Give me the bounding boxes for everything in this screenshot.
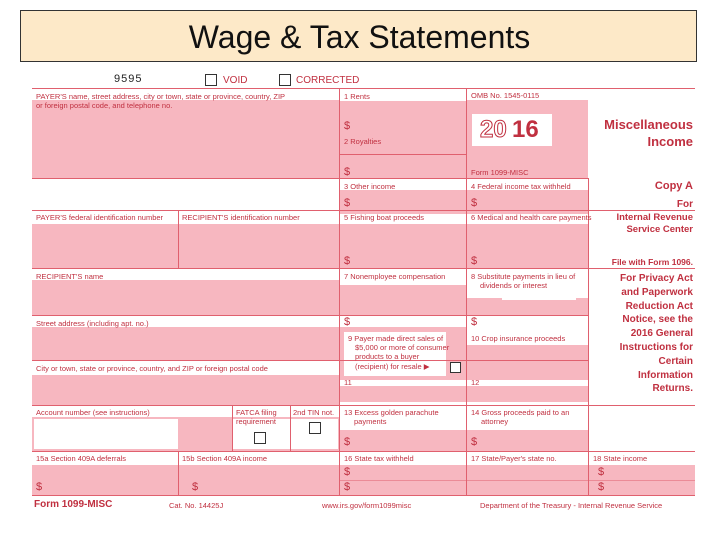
street-address-field[interactable] [32, 327, 339, 360]
box11-field[interactable] [340, 386, 466, 402]
box3-label: 3 Other income [344, 182, 396, 191]
box15b-label: 15b Section 409A income [182, 454, 268, 463]
box12-label: 12 [471, 378, 480, 387]
file-with-label: File with Form 1096. [611, 257, 693, 267]
account-label: Account number (see instructions) [36, 408, 150, 417]
privacy-line: and Paperwork [621, 286, 693, 298]
privacy-line: Returns. [652, 383, 693, 395]
account-label-bg [34, 419, 178, 449]
box3-dollar: $ [344, 197, 351, 209]
box7-dollar: $ [344, 316, 351, 328]
payer-id-label: PAYER'S federal identification number [36, 213, 164, 222]
corrected-checkbox[interactable] [279, 74, 291, 86]
rule [32, 360, 589, 361]
void-label: VOID [223, 75, 248, 86]
rule [339, 88, 340, 495]
box14-label-2: attorney [481, 417, 509, 426]
rule [32, 268, 695, 269]
box2-dollar: $ [344, 166, 351, 178]
box18-dollar-1: $ [598, 466, 605, 478]
box4-dollar: $ [471, 197, 478, 209]
box15a-dollar: $ [36, 481, 43, 493]
recipient-id-label: RECIPIENT'S identification number [182, 213, 300, 222]
city-label: City or town, state or province, country, and ZIP or foreign postal code [36, 364, 268, 373]
city-field[interactable] [32, 375, 339, 405]
privacy-line: Instructions for [619, 341, 693, 353]
privacy-line: Certain [658, 355, 693, 367]
box15-fields[interactable] [32, 465, 339, 495]
box13-dollar: $ [344, 436, 351, 448]
privacy-line: For Privacy Act [620, 273, 693, 284]
box16-dollar-2: $ [344, 481, 351, 493]
rule [178, 451, 179, 495]
identification-field[interactable] [32, 224, 339, 268]
cat-number: Cat. No. 14425J [169, 501, 224, 510]
fatca-checkbox[interactable] [254, 432, 266, 444]
box8-substitute-field[interactable] [467, 298, 588, 315]
street-label: Street address (including apt. no.) [36, 319, 149, 328]
box14-label-1: 14 Gross proceeds paid to an [471, 408, 570, 417]
footer-form-name: Form 1099-MISC [34, 499, 113, 510]
heading-line-2: Income [647, 134, 693, 149]
box5-fishing-field[interactable] [340, 224, 466, 268]
corrected-label: CORRECTED [296, 75, 360, 86]
box11-label: 11 [344, 378, 352, 387]
rule [32, 315, 589, 316]
box5-dollar: $ [344, 255, 351, 267]
box10-crop-field[interactable] [467, 345, 588, 380]
rule [290, 405, 291, 451]
payer-name-field[interactable] [32, 100, 339, 178]
box15b-dollar: $ [192, 481, 199, 493]
privacy-line: Notice, see the [622, 314, 693, 326]
fatca-label-2: requirement [236, 417, 277, 426]
privacy-line: Information [638, 369, 693, 381]
box8-label-2: dividends or interest [480, 281, 548, 290]
box6-medical-field[interactable] [467, 224, 588, 268]
rule [32, 451, 695, 452]
department-label: Department of the Treasury - Internal Revenue Service [480, 501, 663, 510]
form-name-small: Form 1099-MISC [471, 168, 529, 177]
tin-not-label: 2nd TIN not. [293, 408, 335, 417]
form-code: 9595 [114, 73, 143, 85]
box13-label-1: 13 Excess golden parachute [344, 408, 439, 417]
box1-rents-field[interactable] [340, 101, 466, 154]
copy-a-label: Copy A [654, 180, 693, 192]
heading-line-1: Miscellaneous [604, 117, 693, 132]
privacy-line: Reduction Act [625, 300, 693, 312]
box1-dollar: $ [344, 120, 351, 132]
box5-label: 5 Fishing boat proceeds [344, 213, 425, 222]
payer-label: PAYER'S name, street address, city or town, state or province, country, ZIP [36, 92, 286, 101]
rule [232, 405, 233, 451]
recipient-name-label: RECIPIENT'S name [36, 272, 104, 281]
box9-label-4: (recipient) for resale ▶ [355, 362, 430, 371]
box14-field[interactable] [467, 430, 588, 451]
irs-url: www.irs.gov/form1099misc [322, 501, 412, 510]
box15a-label: 15a Section 409A deferrals [36, 454, 127, 463]
rule [340, 480, 695, 481]
box18-label: 18 State income [593, 454, 648, 463]
irs-line-2: Service Center [626, 224, 693, 235]
box8-label-1: 8 Substitute payments in lieu of [471, 272, 576, 281]
box6-dollar: $ [471, 255, 478, 267]
box13-label-2: payments [354, 417, 387, 426]
box18-dollar-2: $ [598, 481, 605, 493]
box17-label: 17 State/Payer's state no. [471, 454, 557, 463]
box14-dollar: $ [471, 436, 478, 448]
fatca-label-1: FATCA filing [236, 408, 277, 417]
irs-line-1: Internal Revenue [616, 212, 693, 223]
recipient-name-field[interactable] [32, 280, 339, 315]
tin-checkbox[interactable] [309, 422, 321, 434]
rule [32, 495, 695, 496]
year-suffix: 16 [512, 116, 539, 143]
page-title: Wage & Tax Statements [188, 19, 531, 55]
year-prefix: 20 [480, 116, 507, 143]
box13-field[interactable] [340, 430, 466, 451]
form-1099-misc [32, 70, 695, 515]
rule [588, 178, 589, 495]
box2-royalties-field[interactable] [340, 155, 466, 178]
box16-label: 16 State tax withheld [344, 454, 414, 463]
rule [32, 405, 695, 406]
rule [466, 88, 467, 495]
box9-label-3: products to a buyer [355, 352, 420, 361]
box12-field[interactable] [467, 386, 588, 402]
rule [178, 210, 179, 268]
rule [32, 178, 589, 179]
rule [32, 210, 695, 211]
box9-checkbox[interactable] [450, 362, 461, 373]
box4-label: 4 Federal income tax withheld [471, 182, 571, 191]
omb-number: OMB No. 1545-0115 [471, 91, 540, 100]
box1-label: 1 Rents [344, 92, 370, 101]
for-label: For [676, 199, 693, 210]
box10-label: 10 Crop insurance proceeds [471, 334, 566, 343]
privacy-notice [592, 272, 693, 396]
box16-dollar-1: $ [344, 466, 351, 478]
rule-top [32, 88, 695, 89]
title-bar [20, 10, 697, 62]
box7-label: 7 Nonemployee compensation [344, 272, 446, 281]
box2-label: 2 Royalties [344, 137, 382, 146]
box9-label-2: $5,000 or more of consumer [355, 343, 450, 352]
box8-dollar: $ [471, 316, 478, 328]
box6-label: 6 Medical and health care payments [471, 213, 592, 222]
box9-label-1: 9 Payer made direct sales of [348, 334, 444, 343]
payer-label-2: or foreign postal code, and telephone no. [36, 101, 173, 110]
rule [340, 154, 466, 155]
privacy-line: 2016 General [630, 328, 693, 340]
void-checkbox[interactable] [205, 74, 217, 86]
box7-nonemployee-field[interactable] [340, 285, 466, 315]
